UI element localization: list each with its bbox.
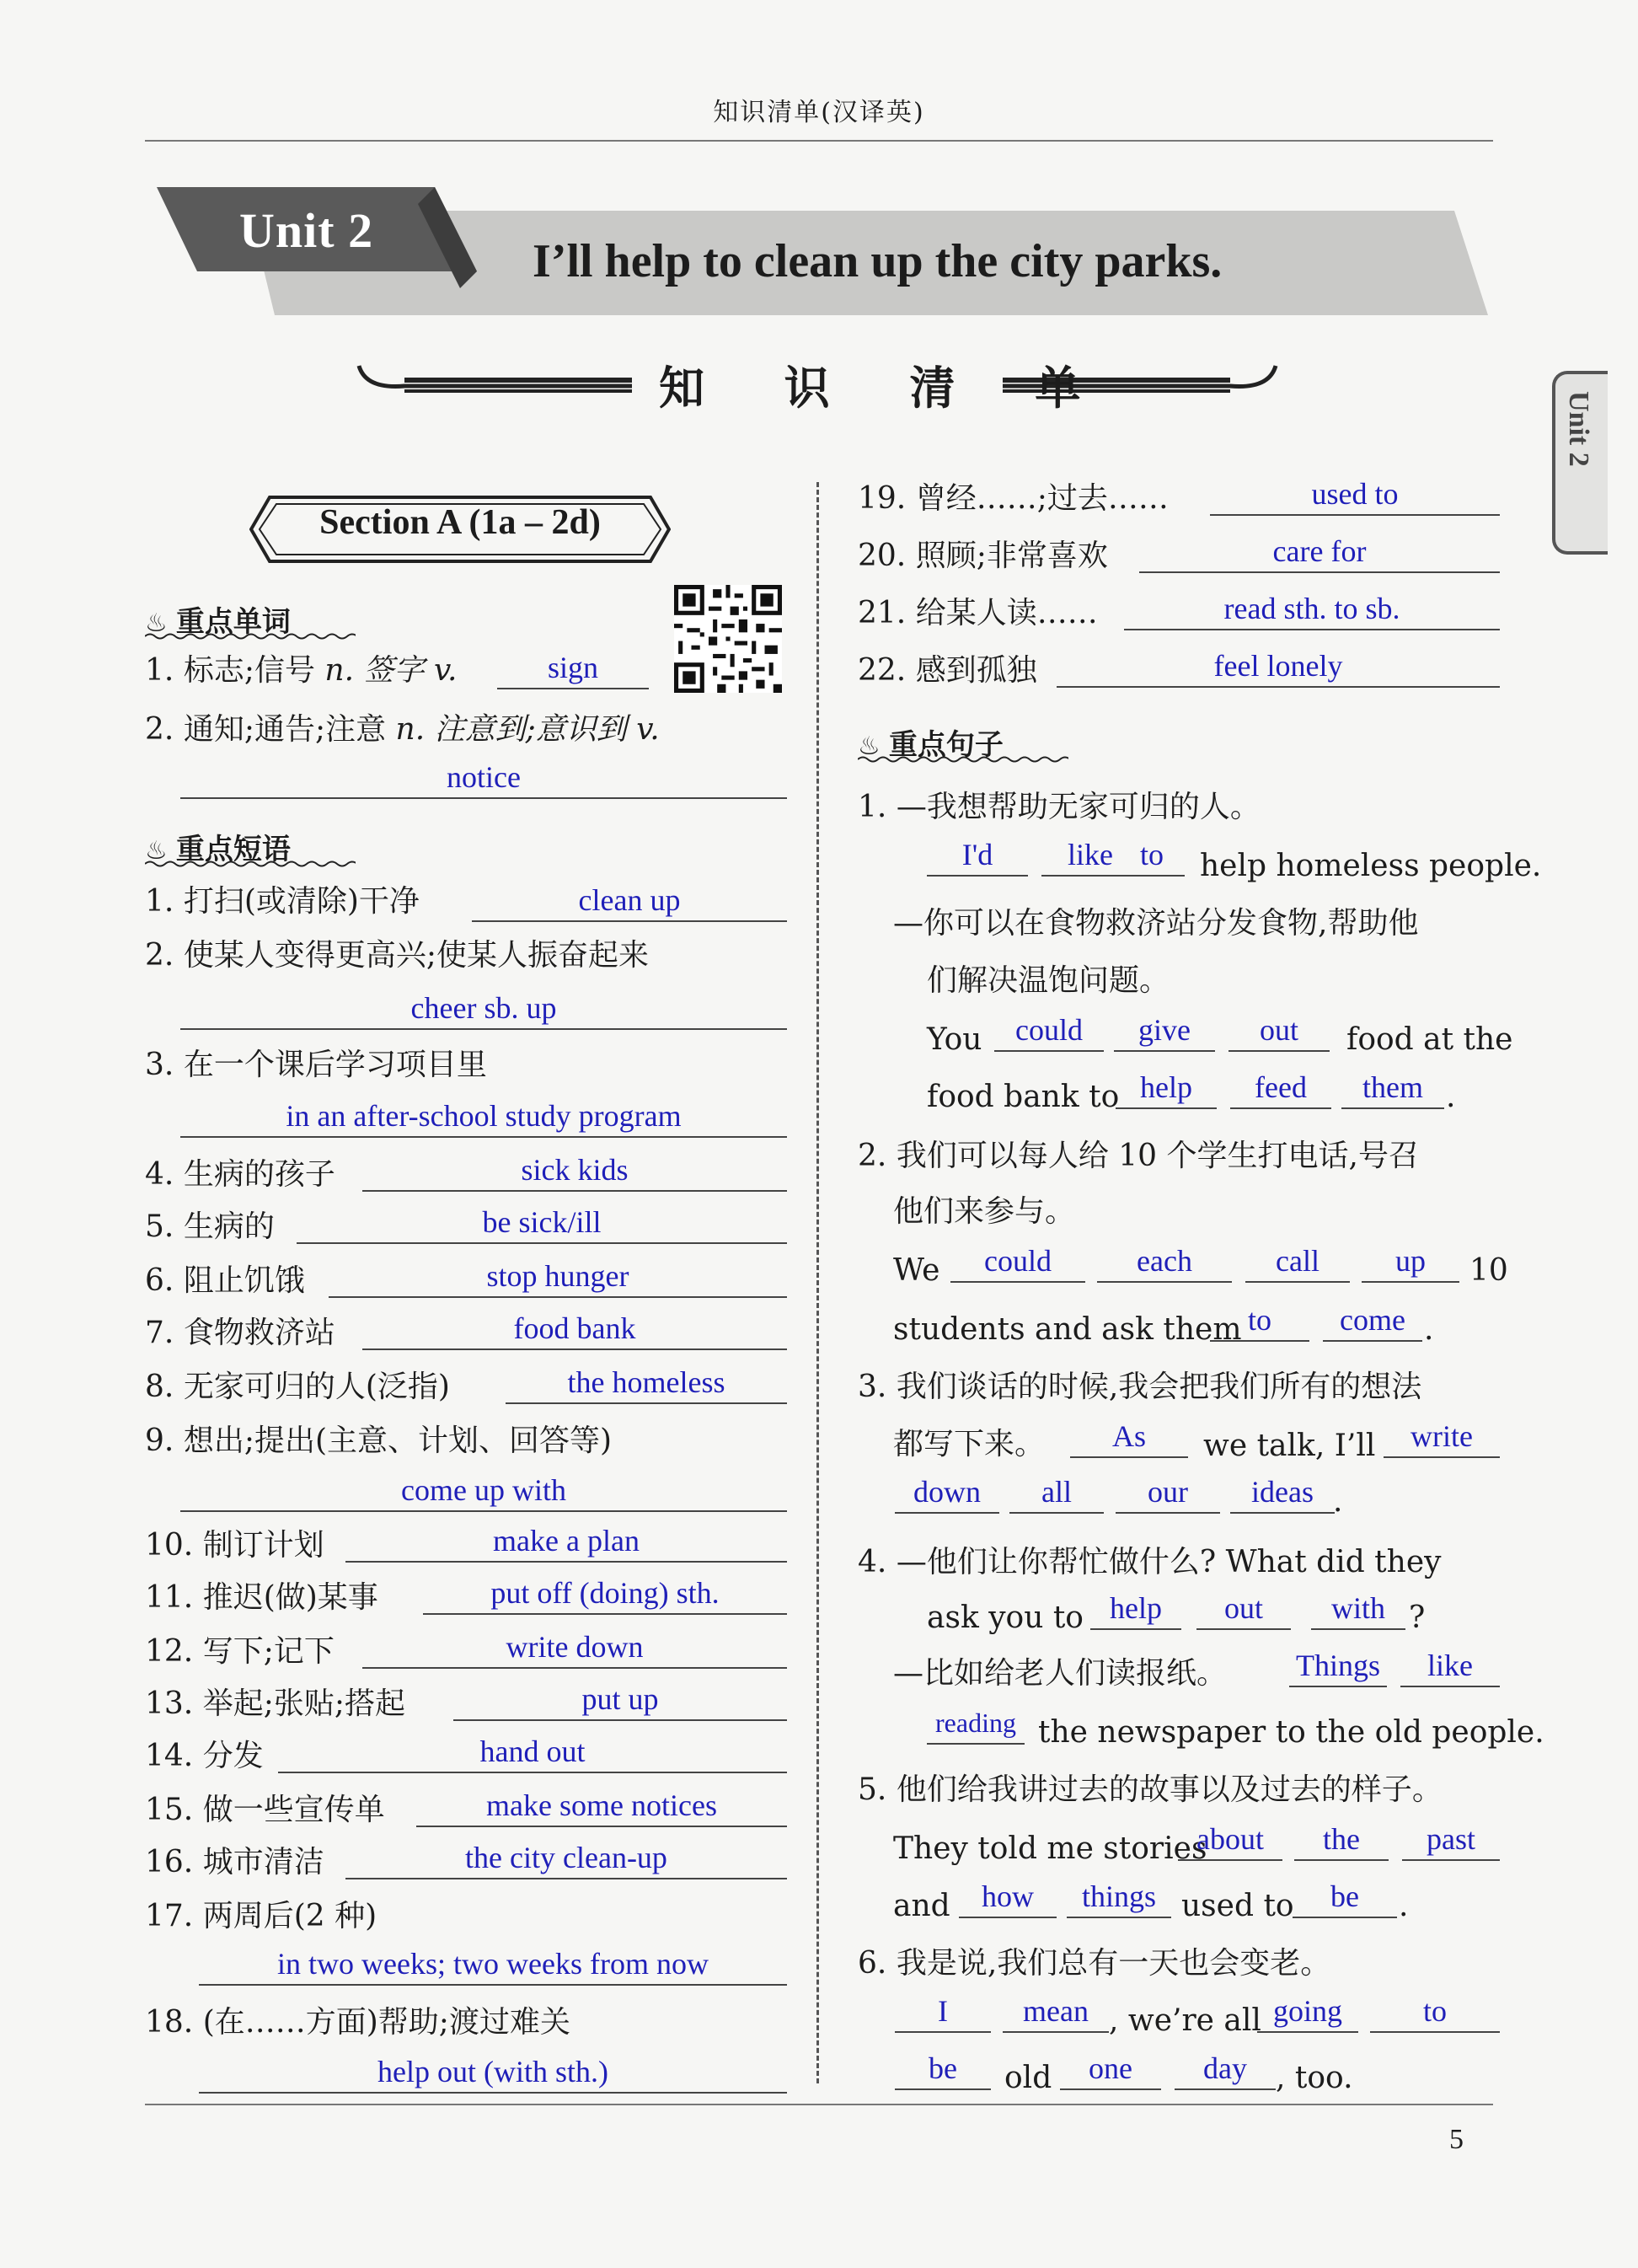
phrase-item-4: 4. 生病的孩子 — [145, 1157, 335, 1192]
answer-blank: out — [1228, 1015, 1330, 1052]
phrase-item-1: 1. 打扫(或清除)干净 — [145, 884, 420, 919]
phrase-item-16: 16. 城市清洁 — [145, 1845, 324, 1879]
answer-blank: sign — [497, 652, 649, 689]
answer-blank: the city clean-up — [345, 1842, 787, 1879]
item-chinese: n. 签字 — [324, 653, 425, 688]
steam-icon: ♨ — [858, 732, 881, 761]
sentence-text: help homeless people. — [1200, 849, 1542, 883]
phrase-item-19: 19. 曾经……;过去…… — [858, 481, 1169, 516]
sentence-text: and — [893, 1889, 950, 1923]
phrase-item-5: 5. 生病的 — [145, 1209, 275, 1244]
answer-blank: with — [1311, 1593, 1405, 1630]
answer-blank: give — [1114, 1015, 1215, 1052]
answer-blank: could — [994, 1015, 1104, 1052]
item-chinese: 通知;通告;注意 — [183, 712, 387, 747]
sentence-text: food bank to — [927, 1080, 1120, 1114]
phrase-item-7: 7. 食物救济站 — [145, 1316, 335, 1350]
phrase-item-12: 12. 写下;记下 — [145, 1634, 335, 1669]
sentence-text: old — [1004, 2061, 1052, 2095]
item-number: 1. — [145, 653, 174, 688]
sentence-text: , too. — [1276, 2061, 1353, 2095]
answer-blank: ideas — [1230, 1477, 1335, 1514]
sentence-3-zh: 3. 我们谈话的时候,我会把我们所有的想法 — [858, 1370, 1422, 1404]
phrase-item-3: 3. 在一个课后学习项目里 — [145, 1048, 487, 1082]
answer-blank: up — [1362, 1246, 1459, 1283]
sentence-text: You — [927, 1022, 982, 1057]
item-pos: v. — [433, 653, 458, 688]
answer-blank: in two weeks; two weeks from now — [199, 1949, 787, 1986]
sentence-text: the newspaper to the old people. — [1038, 1715, 1544, 1750]
answer-blank: be — [895, 2053, 991, 2090]
column-divider — [816, 482, 819, 2083]
page-number: 5 — [1449, 2124, 1464, 2155]
key-words-heading-text: 重点单词 — [175, 605, 291, 639]
answer-blank: Things — [1289, 1650, 1387, 1687]
sentence-text: ask you to — [927, 1600, 1084, 1635]
phrase-item-21: 21. 给某人读…… — [858, 596, 1098, 630]
answer-blank: all — [1009, 1477, 1104, 1514]
sentence-text: ? — [1409, 1600, 1426, 1635]
sentence-text: . — [1399, 1889, 1409, 1923]
answer-blank: I'd — [927, 839, 1028, 877]
key-sentences-heading-text: 重点句子 — [888, 728, 1004, 762]
phrase-item-22: 22. 感到孤独 — [858, 653, 1037, 688]
answer-blank: help — [1116, 1072, 1217, 1109]
footer-rule — [145, 2104, 1493, 2105]
wavy-underline — [858, 755, 1068, 764]
answer-blank: notice — [180, 762, 787, 799]
unit-title: I’ll help to clean up the city parks. — [533, 235, 1223, 287]
sentence-4-zh-b: —比如给老人们读报纸。 — [893, 1656, 1228, 1691]
sentence-text: used to — [1181, 1889, 1294, 1923]
answer-blank: each — [1097, 1246, 1232, 1283]
answer-blank: them — [1341, 1072, 1444, 1109]
answer-blank: reading — [927, 1708, 1025, 1745]
answer-blank: cheer sb. up — [180, 993, 787, 1030]
phrase-item-20: 20. 照顾;非常喜欢 — [858, 539, 1108, 573]
sentence-text: . — [1446, 1080, 1456, 1114]
phrase-item-17: 17. 两周后(2 种) — [145, 1899, 377, 1933]
answer-blank: about — [1178, 1824, 1282, 1861]
answer-blank: going — [1257, 1996, 1358, 2033]
answer-blank: used to — [1210, 479, 1500, 516]
sentence-text: 10 — [1469, 1253, 1508, 1288]
sentence-text: They told me stories — [893, 1831, 1207, 1866]
phrase-item-6: 6. 阻止饥饿 — [145, 1263, 305, 1298]
phrase-item-14: 14. 分发 — [145, 1739, 264, 1773]
phrase-item-18: 18. (在……方面)帮助;渡过难关 — [145, 2005, 570, 2040]
answer-blank: stop hunger — [329, 1261, 787, 1298]
answer-blank: in an after-school study program — [180, 1101, 787, 1138]
sentence-4-zh: 4. —他们让你帮忙做什么? What did they — [858, 1545, 1442, 1579]
sentence-text: We — [893, 1253, 940, 1288]
answer-blank: read sth. to sb. — [1124, 593, 1500, 630]
answer-blank: the homeless — [506, 1367, 787, 1404]
unit-label: Unit 2 — [239, 203, 374, 258]
answer-blank: hand out — [278, 1736, 787, 1773]
steam-icon: ♨ — [145, 836, 168, 866]
answer-blank: to — [1119, 839, 1185, 877]
sentence-text: we talk, I’ll — [1203, 1429, 1376, 1463]
answer-blank: call — [1245, 1246, 1350, 1283]
answer-blank: like — [1041, 839, 1139, 877]
answer-blank: clean up — [472, 885, 787, 922]
phrase-item-8: 8. 无家可归的人(泛指) — [145, 1370, 450, 1404]
answer-blank: food bank — [362, 1313, 787, 1350]
answer-blank: be sick/ill — [297, 1207, 787, 1244]
sentence-1-zh-a: 1. —我想帮助无家可归的人。 — [858, 790, 1261, 824]
steam-icon: ♨ — [145, 609, 168, 638]
answer-blank: write down — [362, 1632, 787, 1669]
answer-blank: could — [950, 1246, 1085, 1283]
key-phrases-heading-text: 重点短语 — [175, 833, 291, 866]
answer-blank: things — [1067, 1881, 1171, 1918]
answer-blank: how — [959, 1881, 1057, 1918]
wavy-underline — [145, 632, 356, 641]
sentence-6-zh: 6. 我是说,我们总有一天也会变老。 — [858, 1946, 1331, 1981]
answer-blank: sick kids — [362, 1155, 787, 1192]
phrase-item-2: 2. 使某人变得更高兴;使某人振奋起来 — [145, 938, 649, 973]
answer-blank: make some notices — [416, 1790, 787, 1827]
word-item-1 — [145, 653, 458, 688]
knowledge-list-heading: 知 识 清 单 — [659, 362, 1113, 415]
answer-blank: feel lonely — [1057, 651, 1500, 688]
phrase-item-15: 15. 做一些宣传单 — [145, 1793, 385, 1827]
answer-blank: day — [1175, 2053, 1276, 2090]
answer-blank: like — [1400, 1650, 1500, 1687]
word-item-2 — [145, 712, 660, 747]
wavy-underline — [145, 860, 356, 868]
sentence-text: . — [1424, 1312, 1434, 1347]
answer-blank: feed — [1230, 1072, 1331, 1109]
section-label: Section A (1a – 2d) — [319, 503, 601, 542]
answer-blank: put off (doing) sth. — [423, 1578, 787, 1615]
page-header: 知识清单(汉译英) — [713, 98, 925, 127]
unit-side-tab — [1552, 371, 1608, 555]
header-rule — [145, 140, 1493, 142]
answer-blank: our — [1116, 1477, 1220, 1514]
sentence-1-zh-b2: 们解决温饱问题。 — [927, 963, 1170, 998]
answer-blank: to — [1210, 1305, 1309, 1342]
side-tab-label: Unit 2 — [1563, 391, 1594, 467]
answer-blank: come up with — [180, 1475, 787, 1512]
answer-blank: mean — [1003, 1996, 1109, 2033]
answer-blank: past — [1402, 1824, 1500, 1861]
item-chinese: n. 注意到;意识到 — [395, 712, 627, 747]
answer-blank: the — [1294, 1824, 1389, 1861]
answer-blank: care for — [1139, 536, 1500, 573]
answer-blank: come — [1323, 1305, 1422, 1342]
phrase-item-13: 13. 举起;张贴;搭起 — [145, 1686, 405, 1721]
answer-blank: out — [1196, 1593, 1291, 1630]
phrase-item-10: 10. 制订计划 — [145, 1528, 324, 1563]
answer-blank: write — [1384, 1421, 1500, 1458]
answer-blank: be — [1293, 1881, 1397, 1918]
answer-blank: help — [1090, 1593, 1181, 1630]
sentence-2-zh2: 他们来参与。 — [893, 1194, 1076, 1229]
item-chinese: 标志;信号 — [183, 653, 315, 688]
sentence-2-zh: 2. 我们可以每人给 10 个学生打电话,号召 — [858, 1139, 1419, 1173]
answer-blank: to — [1370, 1996, 1500, 2033]
phrase-item-11: 11. 推迟(做)某事 — [145, 1580, 378, 1615]
answer-blank: I — [895, 1996, 991, 2033]
qr-code-image — [674, 585, 782, 693]
sentence-text: students and ask them — [893, 1312, 1242, 1347]
item-number: 2. — [145, 712, 174, 747]
answer-blank: put up — [453, 1684, 787, 1721]
answer-blank: one — [1060, 2053, 1161, 2090]
answer-blank: help out (with sth.) — [199, 2056, 787, 2094]
answer-blank: down — [895, 1477, 999, 1514]
answer-blank: make a plan — [345, 1525, 787, 1563]
sentence-text: , we’re all — [1109, 2003, 1261, 2038]
sentence-text: food at the — [1346, 1022, 1513, 1057]
answer-blank: As — [1070, 1421, 1188, 1458]
sentence-text: . — [1333, 1484, 1343, 1519]
item-pos: v. — [636, 712, 660, 747]
phrase-item-9: 9. 想出;提出(主意、计划、回答等) — [145, 1424, 613, 1458]
sentence-5-zh: 5. 他们给我讲过去的故事以及过去的样子。 — [858, 1772, 1443, 1807]
sentence-3-zh2: 都写下来。 — [893, 1427, 1046, 1461]
sentence-1-zh-b: —你可以在食物救济站分发食物,帮助他 — [893, 906, 1419, 941]
